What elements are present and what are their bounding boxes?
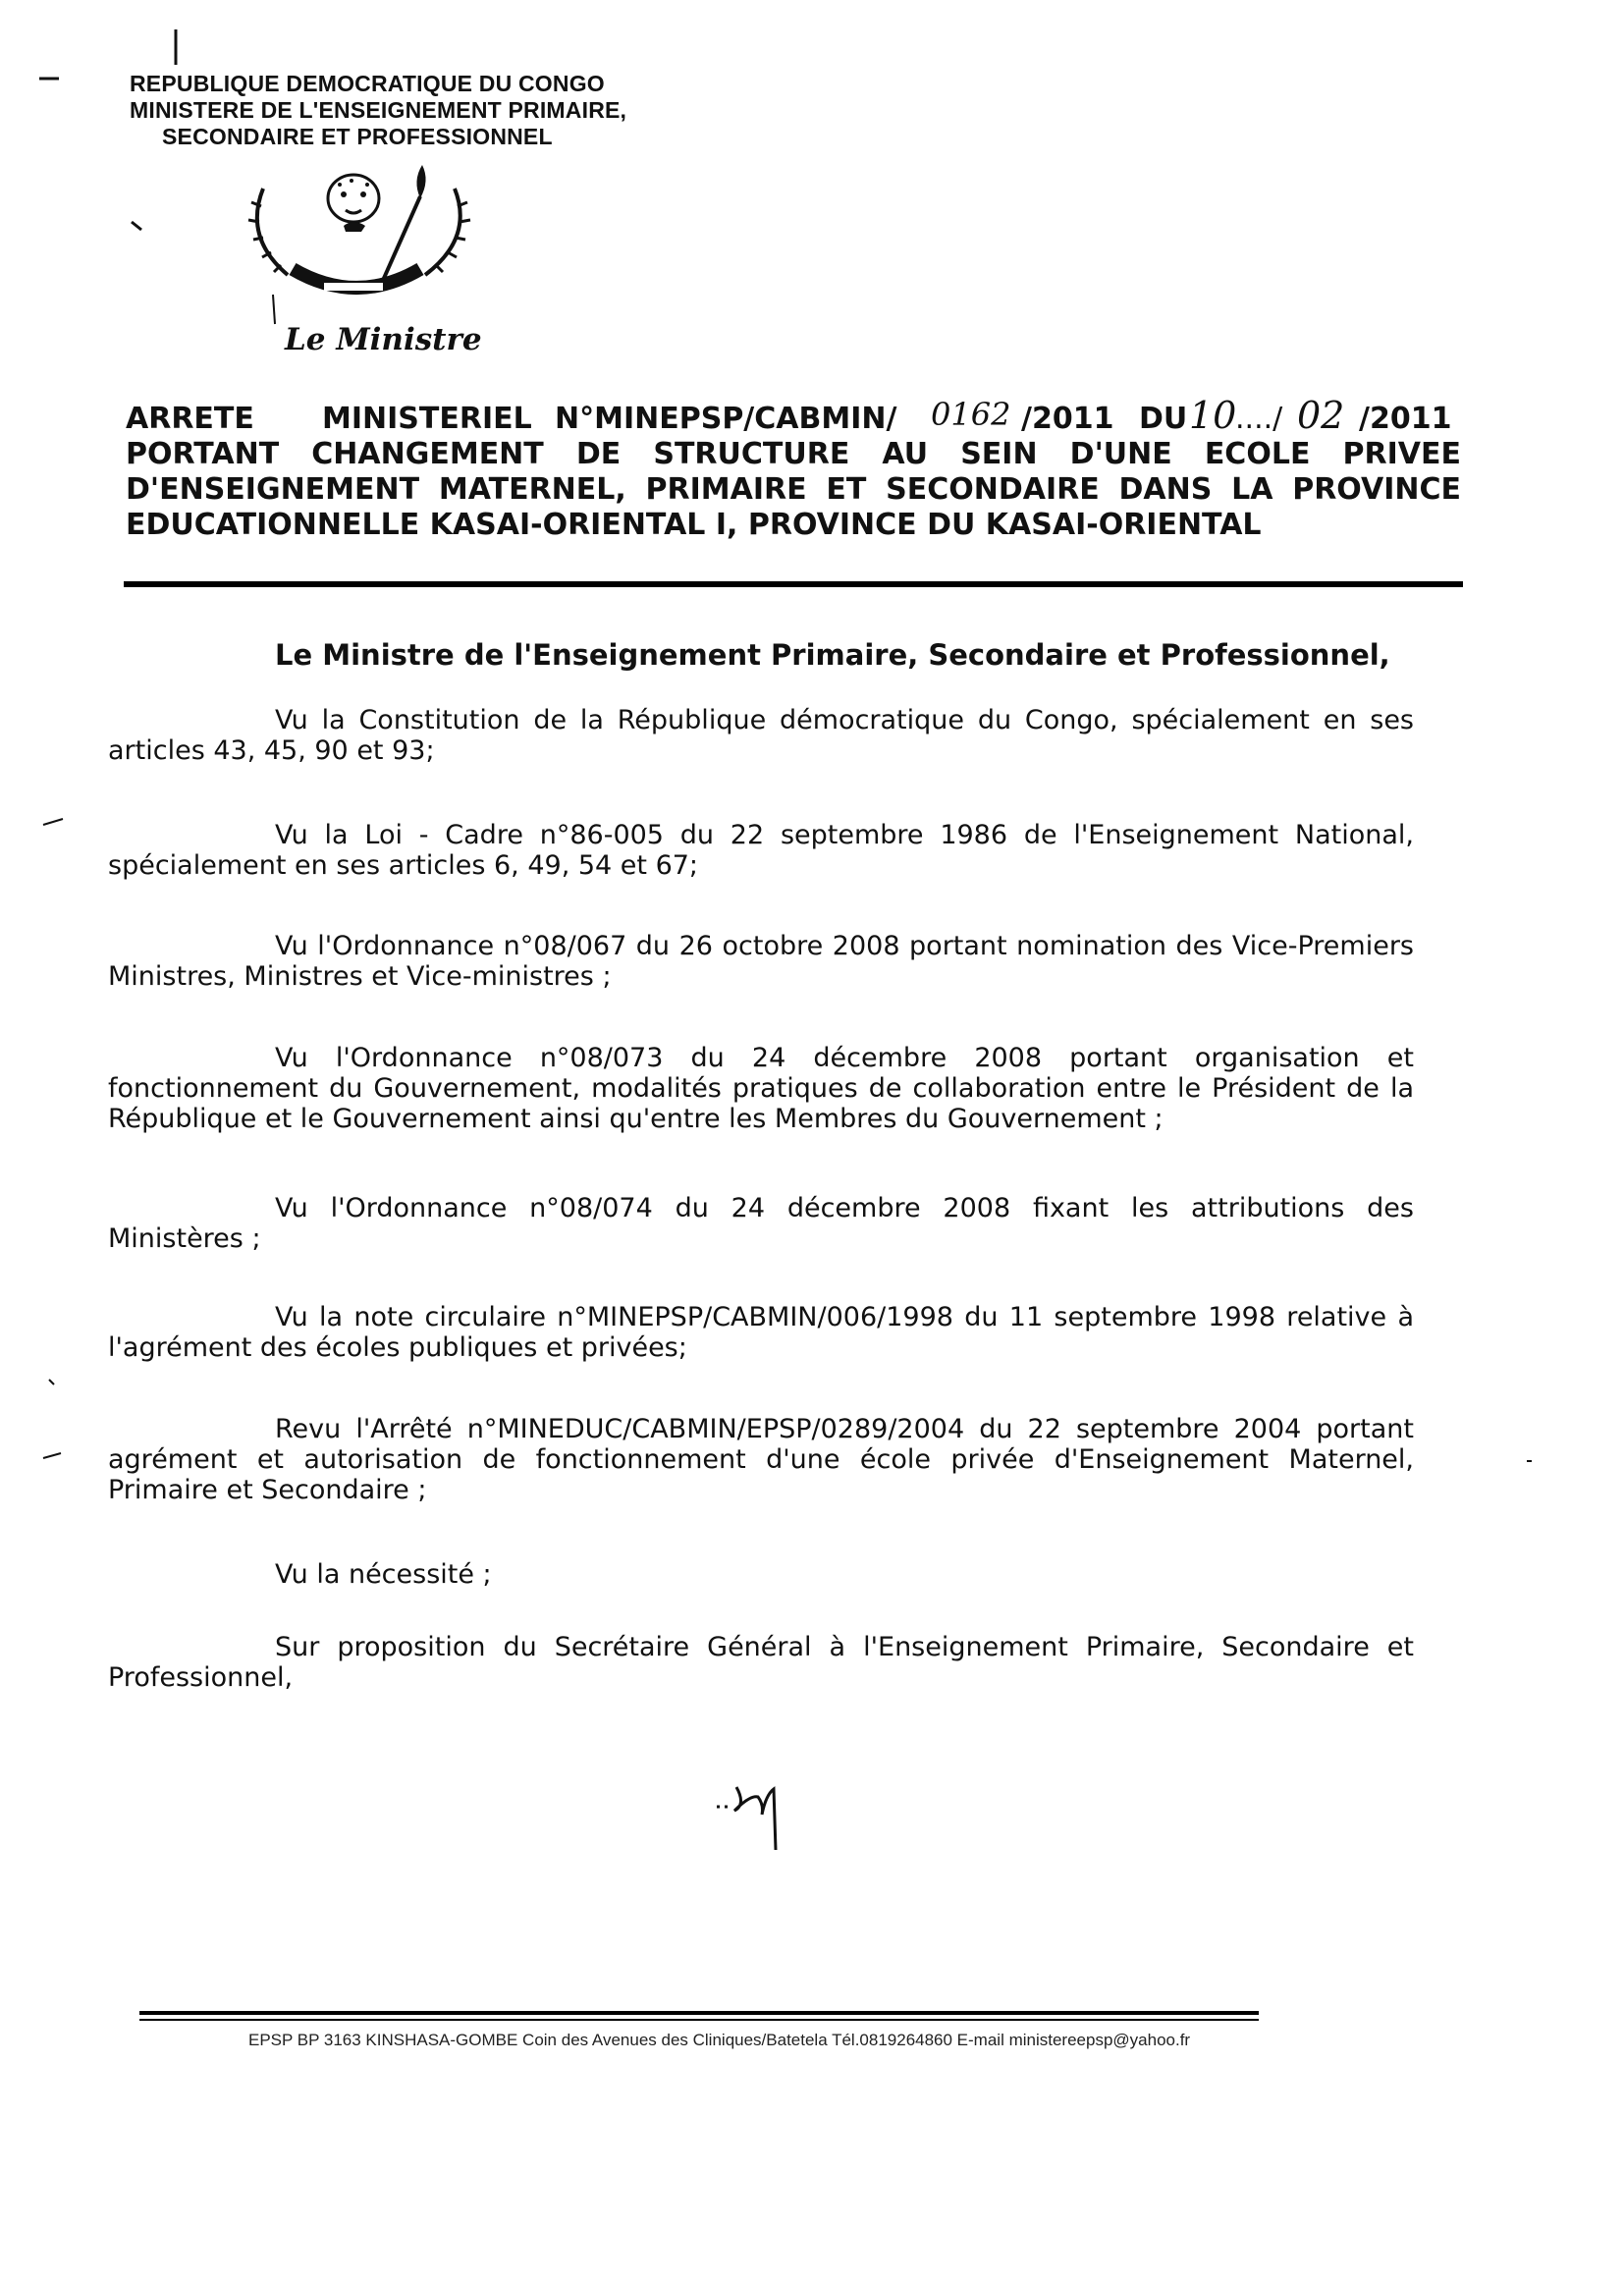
paragraph-loi-cadre-text: Vu la Loi - Cadre n°86-005 du 22 septembre 1986 de l'Enseignement National, spécialement en ses articles 6, 49, 54 et 67;	[108, 820, 1414, 881]
paragraph-necessite	[108, 1559, 1414, 1590]
paragraph-note-circulaire-text: Vu la note circulaire n°MINEPSP/CABMIN/006/1998 du 11 septembre 1998 relative à l'agrément des écoles publiques et privées;	[108, 1302, 1414, 1363]
header-republic-text: REPUBLIQUE DEMOCRATIQUE DU CONGO	[130, 71, 605, 96]
header-republic	[130, 71, 605, 97]
signature-title-text: Le Ministre	[285, 322, 482, 357]
paragraph-ordonnance-074	[108, 1193, 1414, 1254]
paragraph-ordonnance-074-text: Vu l'Ordonnance n°08/074 du 24 décembre 2008 fixant les attributions des Ministères ;	[108, 1193, 1414, 1254]
title-year: /2011	[1021, 402, 1114, 436]
footer-address	[248, 2031, 1190, 2050]
header-ministry-cont-text: SECONDAIRE ET PROFESSIONNEL	[162, 124, 553, 149]
header-ministry-cont	[162, 124, 553, 150]
signature-title	[285, 322, 482, 357]
header-ministry	[130, 97, 626, 124]
title-handwritten-number: 0162	[931, 396, 1011, 433]
decree-title	[126, 394, 1461, 543]
paragraph-note-circulaire	[108, 1302, 1414, 1363]
title-handwritten-day: 10	[1189, 394, 1237, 437]
decree-title-line2: PORTANT CHANGEMENT DE STRUCTURE AU SEIN D'UNE ECOLE PRIVEE	[126, 437, 1461, 471]
title-handwritten-month: 02	[1297, 394, 1345, 437]
paragraph-revu-arrete	[108, 1414, 1414, 1505]
paragraph-ordonnance-073-text: Vu l'Ordonnance n°08/073 du 24 décembre 2008 portant organisation et fonctionnement du Gouvernement, modalités pratiques de collaboration entre le Président de la République et le Gouvernement ainsi qu'entre les Membres du Gouvernement ;	[108, 1043, 1414, 1134]
paragraph-ordonnance-067	[108, 931, 1414, 992]
decree-title-line4: EDUCATIONNELLE KASAI-ORIENTAL I, PROVINCE DU KASAI-ORIENTAL	[126, 508, 1262, 542]
title-du: DU	[1139, 402, 1188, 436]
paragraph-necessite-text: Vu la nécessité ;	[275, 1559, 492, 1590]
paragraph-proposition-text: Sur proposition du Secrétaire Général à l'Enseignement Primaire, Secondaire et Professionnel,	[108, 1632, 1414, 1693]
minister-subject-text: Le Ministre de l'Enseignement Primaire, Secondaire et Professionnel,	[275, 638, 1390, 672]
title-date-year: /2011	[1359, 402, 1452, 436]
title-date-sep: ..../	[1235, 402, 1283, 436]
footer-divider	[139, 2011, 1259, 2015]
paragraph-ordonnance-067-text: Vu l'Ordonnance n°08/067 du 26 octobre 2008 portant nomination des Vice-Premiers Ministres, Ministres et Vice-ministres ;	[108, 931, 1414, 992]
handwritten-initials	[707, 1767, 795, 1856]
footer-address-text: EPSP BP 3163 KINSHASA-GOMBE Coin des Avenues des Cliniques/Batetela Tél.0819264860 E-mail ministereepsp@yahoo.fr	[248, 2031, 1191, 2049]
footer-divider-thin	[139, 2019, 1259, 2021]
coat-of-arms-emblem	[234, 159, 479, 297]
paragraph-proposition	[108, 1632, 1414, 1693]
title-ministeriel: MINISTERIEL	[322, 402, 532, 436]
paragraph-loi-cadre	[108, 820, 1414, 881]
paragraph-constitution-text: Vu la Constitution de la République démocratique du Congo, spécialement en ses articles 43, 45, 90 et 93;	[108, 705, 1414, 766]
header-ministry-text: MINISTERE DE L'ENSEIGNEMENT PRIMAIRE,	[130, 97, 627, 123]
decree-title-line3: D'ENSEIGNEMENT MATERNEL, PRIMAIRE ET SECONDAIRE DANS LA PROVINCE	[126, 472, 1461, 507]
paragraph-ordonnance-073	[108, 1043, 1414, 1134]
paragraph-constitution	[108, 705, 1414, 766]
decree-title-line1	[126, 394, 1461, 437]
minister-subject	[275, 638, 1390, 672]
paragraph-revu-arrete-text: Revu l'Arrêté n°MINEDUC/CABMIN/EPSP/0289/2004 du 22 septembre 2004 portant agrément et autorisation de fonctionnement d'une école privée d'Enseignement Maternel, Primaire et Secondaire ;	[108, 1414, 1414, 1505]
title-arrete: ARRETE	[126, 402, 254, 436]
title-number-prefix: N°MINEPSP/CABMIN/	[555, 402, 897, 436]
title-divider	[124, 581, 1463, 587]
